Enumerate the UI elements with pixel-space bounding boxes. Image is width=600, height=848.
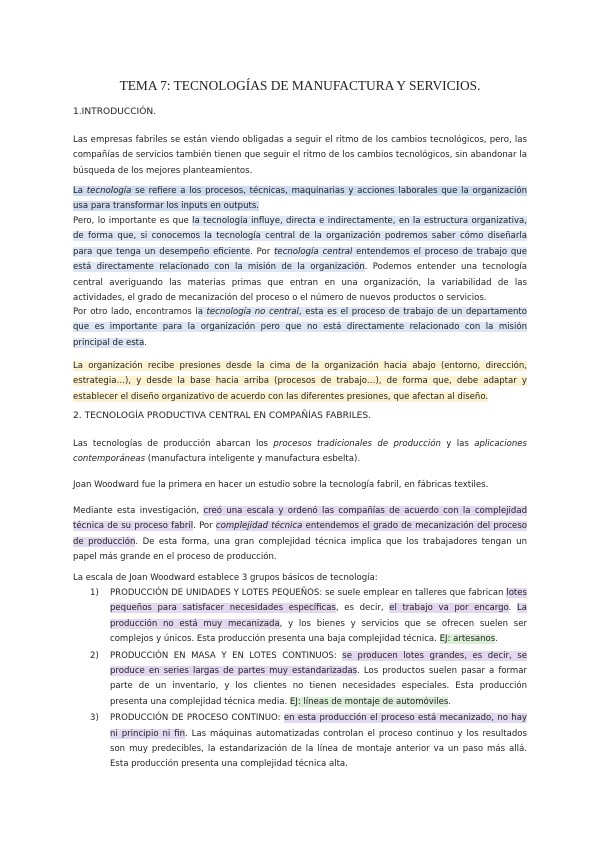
term-complejidad-tecnica: complejidad técnica — [215, 521, 303, 532]
term-procesos-tradicionales: procesos tradicionales de producción — [273, 439, 441, 449]
paragraph-tecnologias-produccion: Las tecnologías de producción abarcan los procesos tradicionales de producción y las aplicaciones contemporáneas (manufactura inteligente y manufactura esbelta). — [73, 439, 527, 465]
list-item-proceso-continuo: 3) PRODUCCIÓN DE PROCESO CONTINUO: en esta producción el proceso está mecanizado, no hay ni principio ni fin. Las máquinas automatizadas controlan el proceso continuo y los resultados son muy predecibles, la estandarización de la línea de montaje anterior va un paso más allá. Esta producción presenta una complejidad técnica alta. — [90, 713, 527, 770]
paragraph-tecnologia-definicion — [73, 184, 527, 215]
term-tecnologia-no-central: tecnología no central — [206, 307, 299, 317]
group-title-unidades: PRODUCCIÓN DE UNIDADES Y LOTES PEQUEÑOS: — [110, 588, 323, 598]
paragraph-presiones — [73, 359, 527, 405]
paragraph-empresas-fabriles: Las empresas fabriles se están viendo obligadas a seguir el ritmo de los cambios tecnológicos, pero, las compañías de servicios también tienen que seguir el ritmo de los cambios tecnológicos, sin abandonar la búsqueda de los mejores planteamientos. — [73, 135, 527, 176]
list-number: 1) — [90, 588, 99, 598]
list-number: 3) — [90, 713, 99, 724]
paragraph-investigacion: Mediante esta investigación, creó una escala y ordenó las compañías de acuerdo con la complejidad técnica de su proceso fabril. Por complejidad técnica entendemos el grado de mecanización del proceso de producción. De esta forma, una gran complejidad técnica implica que los trabajadores tengan un papel más grande en el proceso de producción. — [73, 506, 527, 563]
document-title: TEMA 7: TECNOLOGÍAS DE MANUFACTURA Y SERVICIOS. — [119, 78, 481, 93]
highlight-ej-artesanos: EJ: artesanos — [439, 634, 496, 645]
highlight-lotes-grandes: se producen lotes grandes, es decir, se produce en series largas de partes muy estandarizadas — [110, 650, 528, 677]
highlight-mecanizado: en esta producción el proceso está mecanizado, no hay ni principio ni fin — [110, 713, 527, 739]
highlight-grado-mecanizacion: entendemos el grado de mecanización del proceso de producción — [73, 521, 527, 547]
paragraph-tecnologia-central: Pero, lo importante es que la tecnología influye, directa e indirectamente, en la estructura organizativa, de forma que, si conocemos la tecnología central de la organización podremos saber cómo diseñarla para que tenga un desempeño eficiente. Por tecnología central entendemos el proceso de trabajo que está directamente relacionado con la misión de la organización. Podemos entender una tecnología central averiguando las materias primas que entran en una organización, la variabilidad de las actividades, el grado de mecanización del proceso o el número de nuevos productos o servicios. — [73, 216, 527, 304]
highlight-presiones: La organización recibe presiones desde la cima de la organización hacia abajo (entorno, dirección, estrategia…), y desde la base hacia arriba (procesos de trabajo…), de forma que, debe adaptar y establecer el diseño organizativo de acuerdo con las diferentes presiones, que afectan al diseño. — [73, 361, 527, 402]
highlight-proceso-mision: entendemos el proceso de trabajo que está directamente relacionado con la misión de la organización — [73, 246, 527, 273]
term-aplicaciones-contemporaneas: aplicaciones contemporáneas — [73, 439, 527, 465]
highlight-por-encargo: el trabajo va por encargo — [389, 603, 509, 614]
highlight-no-mecanizada: La producción no está muy mecanizada — [110, 603, 527, 629]
paragraph-tecnologia-no-central: Por otro lado, encontramos la tecnología no central, esta es el proceso de trabajo de un departamento que es importante para la organización pero que no está directamente relacionado con la misión principal de esta. — [73, 307, 527, 348]
group-title-masa: PRODUCCIÓN EN MASA Y EN LOTES CONTINUOS: — [110, 650, 337, 661]
highlight-departamento: , esta es el proceso de trabajo de un departamento que es importante para la organización pero que no está directamente relacionado con la misión principal de esta — [73, 307, 527, 348]
highlight-tecnologia-definicion: La tecnología se refiere a los procesos, técnicas, maquinarias y acciones laborales que la organización usa para transformar los inputs en outputs. — [73, 186, 527, 212]
highlight-estructura-organizativa: la tecnología influye, directa e indirectamente, en la estructura organizativa, de forma que, si conocemos la tecnología central de la organización podremos saber cómo diseñarla para que tenga un desempeño eficiente — [73, 216, 527, 257]
section-heading-introduccion: 1.INTRODUCCIÓN. — [73, 107, 157, 117]
list-number: 2) — [90, 650, 99, 661]
list-item-unidades-lotes: 1) PRODUCCIÓN DE UNIDADES Y LOTES PEQUEÑOS: se suele emplear en talleres que fabrican lotes pequeños para satisfacer necesidades específicas, es decir, el trabajo va por encargo. La producción no está muy mecanizada, y los bienes y servicios que se ofrecen suelen ser complejos y únicos. Esta producción presenta una baja complejidad técnica. EJ: artesanos. — [90, 588, 527, 645]
highlight-lotes-pequenos: lotes pequeños para satisfacer necesidades específicas — [110, 588, 527, 614]
paragraph-joan-woodward: Joan Woodward fue la primera en hacer un estudio sobre la tecnología fabril, en fábricas textiles. — [73, 480, 489, 490]
paragraph-escala-grupos: La escala de Joan Woodward establece 3 grupos básicos de tecnología: — [73, 573, 378, 583]
tecnologia-groups-list — [90, 586, 527, 774]
highlight-escala-complejidad: creó una escala y ordenó las compañías de acuerdo con la complejidad técnica de su proceso fabril — [73, 506, 527, 532]
term-tecnologia: tecnología — [86, 186, 132, 196]
list-item-produccion-masa: 2) PRODUCCIÓN EN MASA Y EN LOTES CONTINUOS: se producen lotes grandes, es decir, se produce en series largas de partes muy estandarizadas. Los productos suelen pasar a formar parte de un inventario, y los clientes no tienen necesidades especiales. Esta producción presenta una complejidad técnica media. EJ: líneas de montaje de automóviles. — [90, 650, 528, 707]
group-title-continuo: PRODUCCIÓN DE PROCESO CONTINUO: — [110, 713, 281, 724]
term-tecnologia-central: tecnología central — [274, 246, 353, 257]
section-heading-tecnologia-productiva: 2. TECNOLOGÍA PRODUCTIVA CENTRAL EN COMPAÑÍAS FABRILES. — [73, 411, 372, 421]
highlight-ej-automoviles: EJ: líneas de montaje de automóviles — [289, 696, 449, 707]
